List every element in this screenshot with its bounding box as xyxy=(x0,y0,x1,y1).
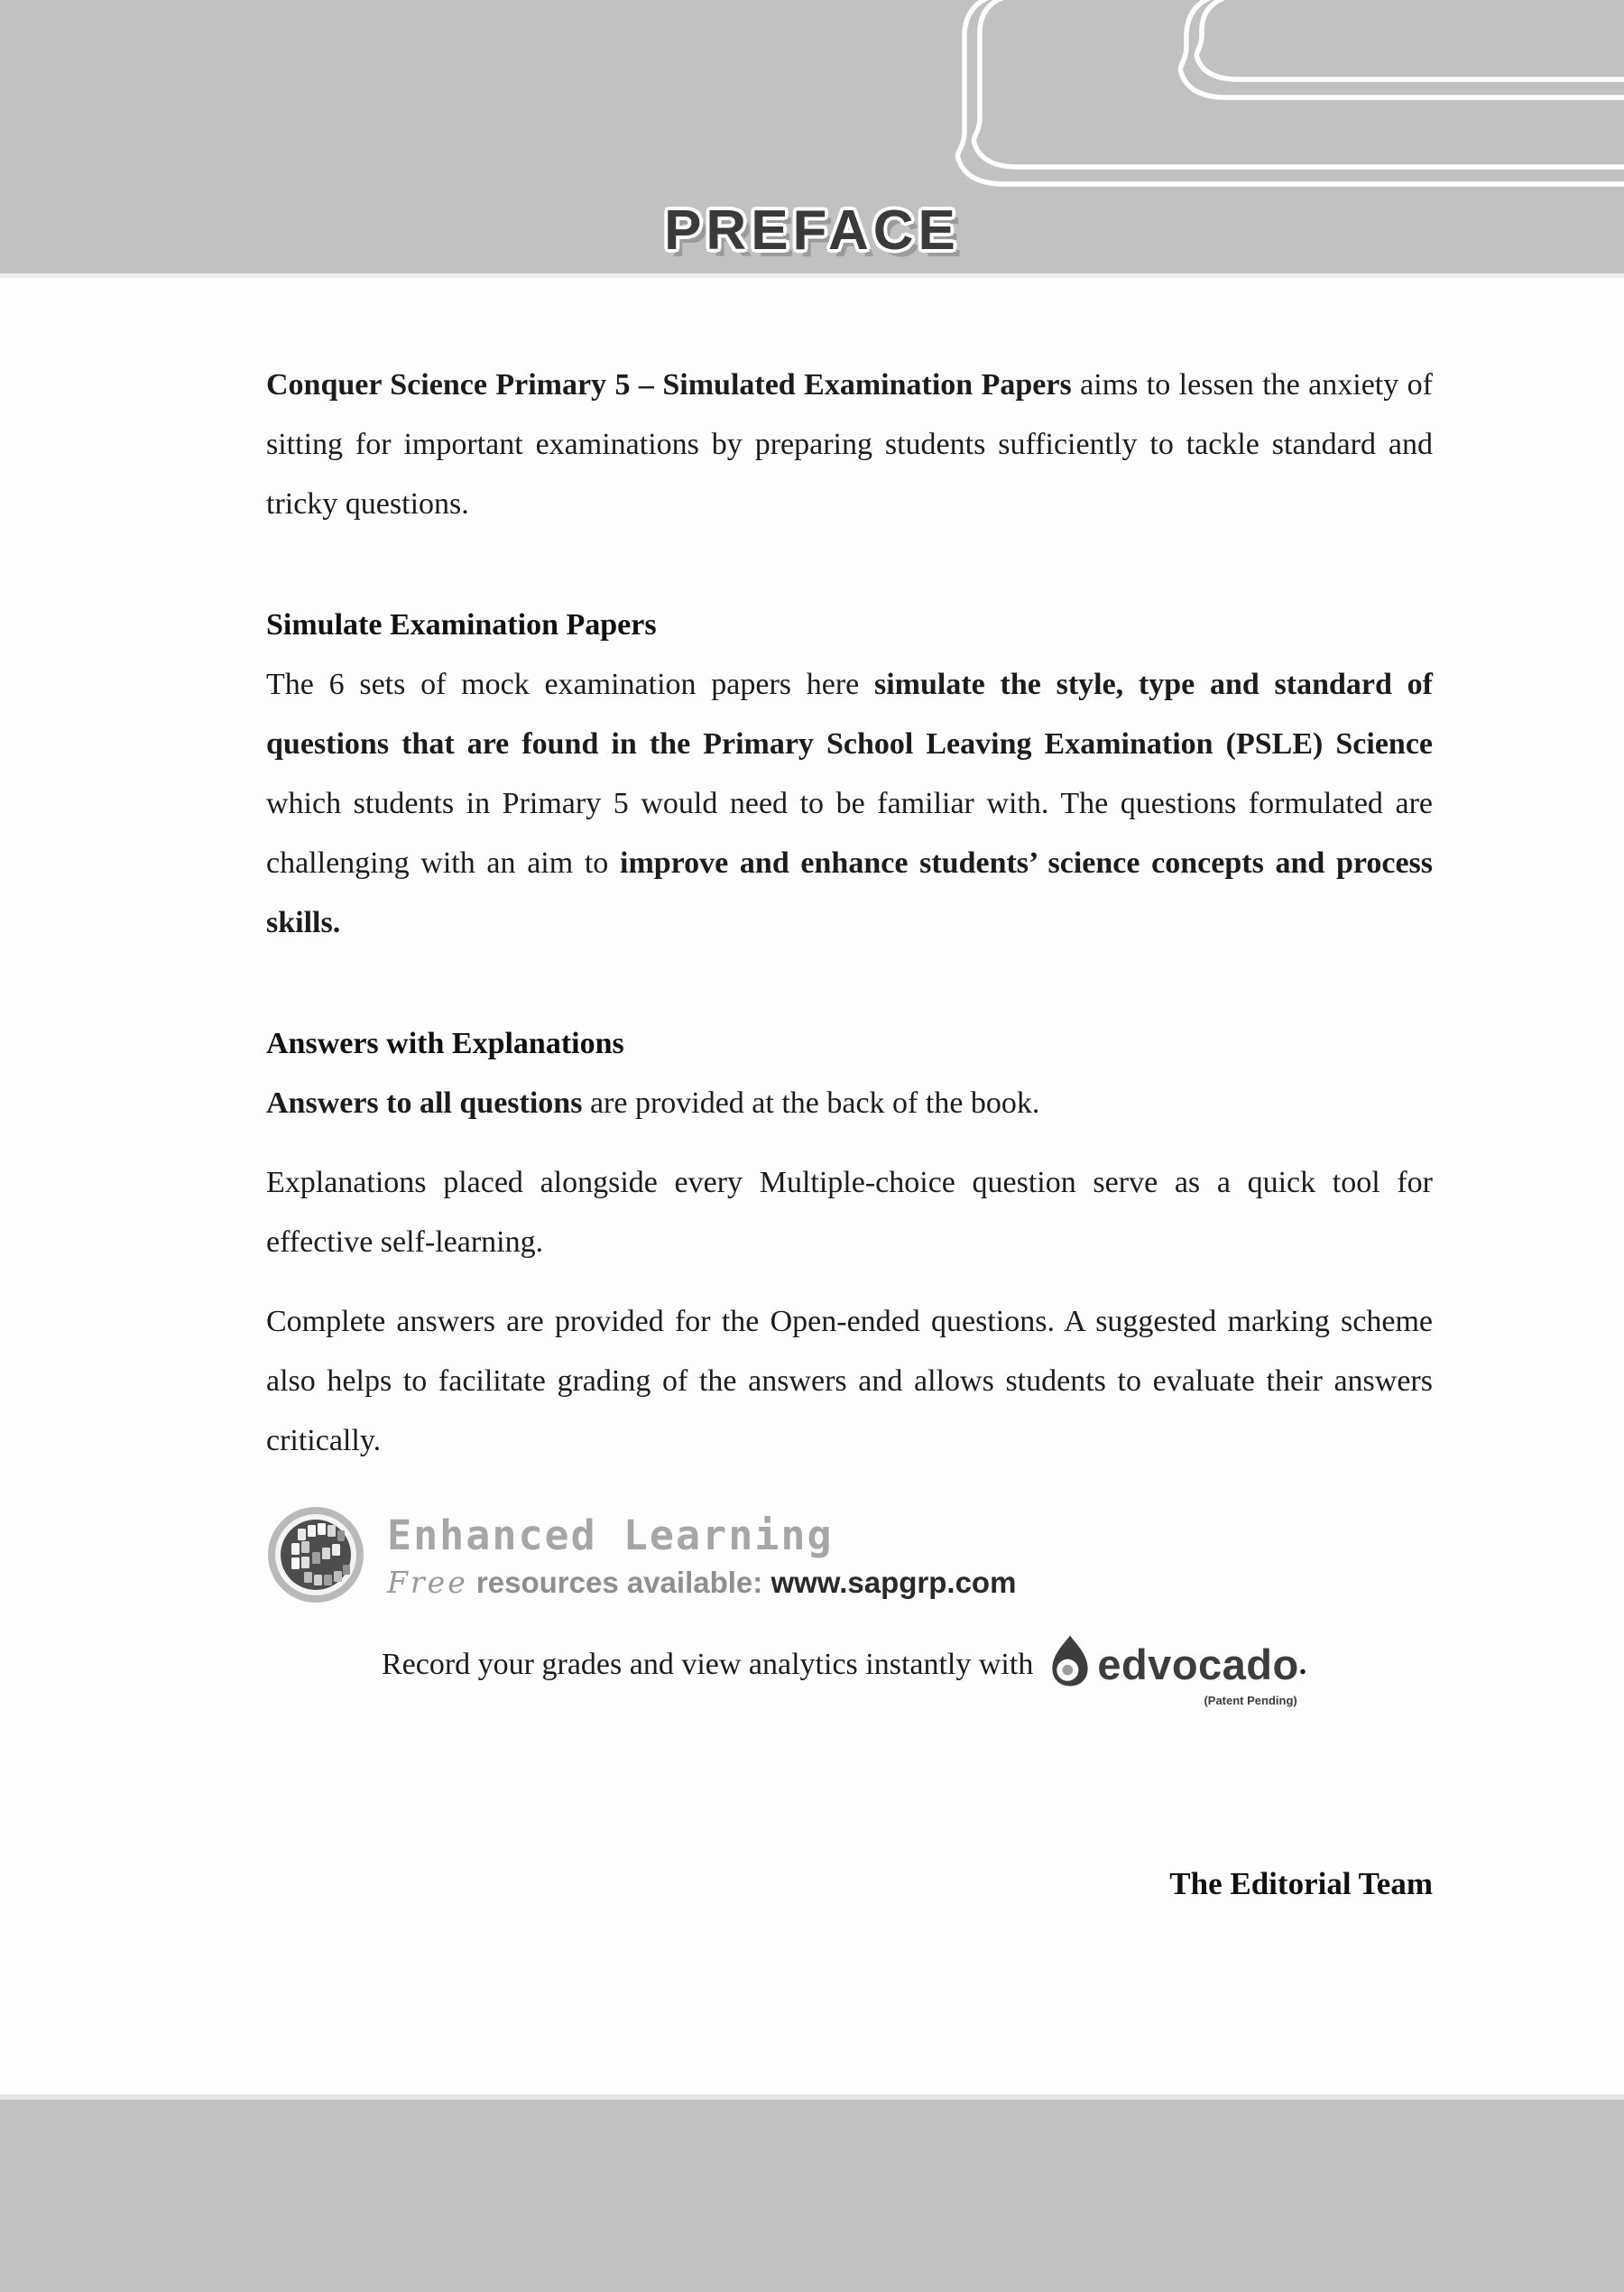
section-paragraph: Explanations placed alongside every Multiple-choice question serve as a quick tool for effective self-learning. xyxy=(266,1166,1433,1259)
free-resources-line xyxy=(387,1565,1016,1600)
edvocado-wordmark: edvocado xyxy=(1097,1640,1299,1688)
section-paragraph: Answers to all questions are provided at the back of the book. xyxy=(266,1086,1040,1120)
intro-paragraph: Conquer Science Primary 5 – Simulated Examination Papers aims to lessen the anxiety of sitting for important examinations by preparing students sufficiently to tackle standard and tricky questions. xyxy=(266,368,1434,521)
record-grades-line xyxy=(266,1632,1433,1707)
section-paragraph: Complete answers are provided for the Open-ended questions. A suggested marking scheme also helps to facilitate grading of the answers and allows students to evaluate their answers critically. xyxy=(266,1305,1433,1457)
section-simulate-examination-papers xyxy=(266,596,1433,953)
section-paragraph: The 6 sets of mock examination papers here simulate the style, type and standard of questions that are found in the Primary School Leaving Examination (PSLE) Science which students in Primary 5 would need to be familiar with. The questions formulated are challenging with an aim to improve and enhance students’ science concepts and process skills. xyxy=(266,668,1434,939)
section-heading: Answers with Explanations xyxy=(266,1027,624,1060)
top-band xyxy=(0,0,1624,278)
patent-pending-note: (Patent Pending) xyxy=(1204,1694,1297,1707)
resources-text: resources available: xyxy=(475,1565,763,1599)
edvocado-logo xyxy=(1047,1632,1299,1707)
enhanced-learning-text xyxy=(387,1511,1017,1600)
page-title: PREFACE xyxy=(664,199,960,262)
sentence-period: . xyxy=(1298,1647,1307,1681)
avocado-icon xyxy=(1047,1632,1093,1696)
enhanced-learning-title: Enhanced Learning xyxy=(387,1511,834,1560)
free-word: Free xyxy=(387,1564,468,1600)
section-heading: Simulate Examination Papers xyxy=(266,608,657,642)
film-pixel-badge-icon xyxy=(266,1505,365,1609)
section-answers-with-explanations xyxy=(266,1014,1433,1471)
bottom-band xyxy=(0,2094,1624,2292)
record-text: Record your grades and view analytics instantly with xyxy=(382,1647,1034,1681)
enhanced-learning-block xyxy=(266,1505,1433,1609)
signature-editorial-team: The Editorial Team xyxy=(1169,1866,1433,1901)
website-url: www.sapgrp.com xyxy=(770,1565,1017,1599)
preface-body xyxy=(0,278,1624,1902)
